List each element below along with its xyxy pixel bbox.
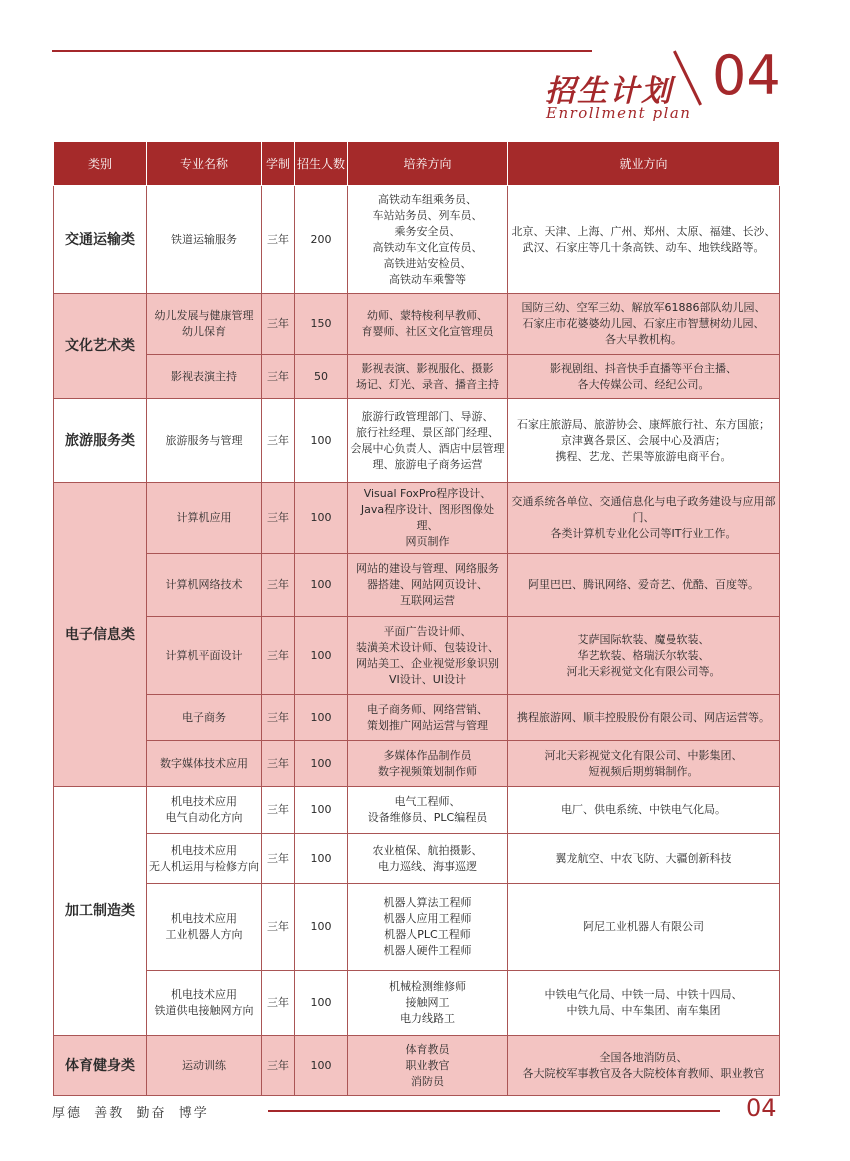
table-row [54, 399, 780, 483]
training-cell-line: 接触网工 [405, 996, 450, 1009]
major-cell [147, 355, 262, 399]
major-cell [147, 554, 262, 617]
header-category: 类别 [54, 142, 147, 186]
training-cell-line: 网站美工、企业视觉形象识别 [356, 656, 499, 670]
training-cell-line: 装潢美术设计师、包装设计、 [356, 640, 499, 654]
major-cell-line: 电子商务 [182, 710, 226, 724]
count-cell: 100 [295, 834, 348, 884]
count-cell: 100 [295, 483, 348, 554]
training-cell-line: 高铁动车组乘务员、 [378, 192, 477, 206]
training-cell-line: 设备维修员、PLC编程员 [367, 811, 488, 824]
jobs-cell [508, 971, 780, 1036]
school-motto: 厚德 善教 勤奋 博学 [52, 1106, 209, 1121]
table-row [54, 294, 780, 355]
jobs-cell [508, 483, 780, 554]
training-cell-line: 车站站务员、列车员、 [372, 208, 483, 222]
training-cell-line: 旅游行政管理部门、导游、 [361, 409, 494, 423]
header-years: 学制 [262, 142, 295, 186]
major-cell-line: 旅游服务与管理 [165, 433, 243, 447]
header-count: 招生人数 [295, 142, 348, 186]
category-cell: 旅游服务类 [54, 399, 147, 483]
jobs-cell-line: 石家庄市花婆婆幼儿园、石家庄市智慧树幼儿园、 [522, 317, 765, 330]
years-cell: 三年 [262, 787, 295, 834]
major-cell-line: 铁道运输服务 [171, 232, 237, 246]
section-number: 04 [712, 44, 781, 107]
header-jobs: 就业方向 [508, 142, 780, 186]
training-cell-line: Visual FoxPro程序设计、 [363, 487, 492, 500]
years-cell: 三年 [262, 695, 295, 741]
count-cell: 100 [295, 884, 348, 971]
training-cell-line: 多媒体作品制作员 [383, 748, 472, 762]
jobs-cell-line: 影视剧组、抖音快手直播等平台主播、 [550, 361, 737, 375]
table-row [54, 355, 780, 399]
jobs-cell-line: 艾萨国际软装、魔曼软装、 [577, 632, 710, 646]
training-cell [348, 787, 508, 834]
jobs-cell [508, 355, 780, 399]
count-cell: 50 [295, 355, 348, 399]
jobs-cell [508, 617, 780, 695]
page-subtitle: Enrollment plan [546, 104, 692, 122]
major-cell-line: 计算机平面设计 [165, 648, 243, 662]
table-row [54, 186, 780, 294]
training-cell-line: 策划推广网站运营与管理 [367, 718, 488, 732]
jobs-cell [508, 834, 780, 884]
training-cell-line: 消防员 [411, 1074, 444, 1088]
years-cell: 三年 [262, 741, 295, 787]
training-cell-line: 网页制作 [405, 535, 450, 548]
training-cell-line: 高铁动车文化宣传员、 [372, 240, 483, 254]
major-cell-line: 幼儿发展与健康管理 [154, 309, 254, 322]
training-cell-line: Java程序设计、图形图像处理、 [360, 503, 495, 532]
table-row [54, 695, 780, 741]
years-cell: 三年 [262, 186, 295, 294]
major-cell [147, 186, 262, 294]
count-cell: 100 [295, 1036, 348, 1096]
training-cell-line: 机器人算法工程师 [383, 896, 472, 909]
table-row [54, 834, 780, 884]
training-cell-line: 网站的建设与管理、网络服务 [356, 562, 499, 575]
jobs-cell-line: 各大传媒公司、经纪公司。 [577, 377, 710, 391]
header-training: 培养方向 [348, 142, 508, 186]
major-cell [147, 399, 262, 483]
count-cell: 100 [295, 554, 348, 617]
training-cell-line: 影视表演、影视服化、摄影 [361, 361, 494, 375]
jobs-cell-line: 携程旅游网、顺丰控股股份有限公司、网店运营等。 [517, 710, 770, 724]
count-cell: 150 [295, 294, 348, 355]
training-cell-line: 平面广告设计师、 [383, 624, 472, 638]
category-cell: 电子信息类 [54, 483, 147, 787]
count-cell: 100 [295, 741, 348, 787]
jobs-cell-line: 石家庄旅游局、旅游协会、康辉旅行社、东方国旅； [517, 417, 770, 431]
training-cell-line: 旅行社经理、景区部门经理、 [356, 425, 499, 439]
major-cell [147, 1036, 262, 1096]
jobs-cell-line: 携程、艺龙、芒果等旅游电商平台。 [555, 449, 732, 463]
training-cell-line: 电气工程师、 [394, 795, 461, 808]
table-row [54, 554, 780, 617]
major-cell [147, 617, 262, 695]
training-cell-line: 机械检测维修师 [389, 980, 466, 993]
jobs-cell-line: 中铁九局、中车集团、南车集团 [566, 1004, 721, 1017]
table-row [54, 617, 780, 695]
training-cell-line: 器搭建、网站网页设计、 [367, 578, 488, 591]
count-cell: 200 [295, 186, 348, 294]
count-cell: 100 [295, 399, 348, 483]
jobs-cell-line: 中铁电气化局、中铁一局、中铁十四局、 [544, 988, 743, 1001]
major-cell-line: 电气自动化方向 [165, 811, 243, 824]
top-divider [52, 50, 592, 52]
jobs-cell-line: 阿里巴巴、腾讯网络、爱奇艺、优酷、百度等。 [528, 578, 759, 591]
years-cell: 三年 [262, 884, 295, 971]
jobs-cell-line: 华艺软装、格瑞沃尔软装、 [577, 648, 710, 662]
count-cell: 100 [295, 971, 348, 1036]
training-cell [348, 741, 508, 787]
major-cell-line: 机电技术应用 [171, 912, 237, 925]
major-cell-line: 机电技术应用 [171, 843, 237, 857]
jobs-cell-line: 电厂、供电系统、中铁电气化局。 [561, 803, 726, 816]
training-cell [348, 483, 508, 554]
years-cell: 三年 [262, 399, 295, 483]
years-cell: 三年 [262, 554, 295, 617]
training-cell-line: 场记、灯光、录音、播音主持 [356, 377, 499, 391]
jobs-cell [508, 1036, 780, 1096]
major-cell-line: 机电技术应用 [171, 795, 237, 808]
table-row [54, 787, 780, 834]
major-cell [147, 294, 262, 355]
category-cell: 加工制造类 [54, 787, 147, 1036]
jobs-cell-line: 国防三幼、空军三幼、解放军61886部队幼儿园、 [521, 301, 766, 314]
major-cell [147, 741, 262, 787]
jobs-cell [508, 787, 780, 834]
training-cell [348, 884, 508, 971]
jobs-cell-line: 各大早教机构。 [605, 333, 682, 346]
years-cell: 三年 [262, 294, 295, 355]
category-cell: 体育健身类 [54, 1036, 147, 1096]
title-slash [673, 50, 702, 105]
table-header-row [54, 142, 780, 186]
major-cell [147, 884, 262, 971]
major-cell-line: 影视表演主持 [171, 369, 237, 383]
jobs-cell-line: 全国各地消防员、 [599, 1050, 688, 1064]
training-cell-line: 机器人应用工程师 [383, 912, 472, 925]
years-cell: 三年 [262, 971, 295, 1036]
category-cell: 交通运输类 [54, 186, 147, 294]
count-cell: 100 [295, 617, 348, 695]
jobs-cell-line: 京津冀各景区、会展中心及酒店； [561, 433, 726, 447]
major-cell-line: 计算机应用 [176, 511, 232, 524]
jobs-cell [508, 695, 780, 741]
training-cell-line: 高铁动车乘警等 [389, 272, 466, 286]
training-cell-line: 机器人硬件工程师 [383, 944, 472, 957]
jobs-cell [508, 186, 780, 294]
table-row [54, 741, 780, 787]
jobs-cell-line: 北京、天津、上海、广州、郑州、太原、福建、长沙、 [511, 224, 776, 238]
years-cell: 三年 [262, 483, 295, 554]
training-cell-line: VI设计、UI设计 [388, 672, 467, 686]
major-cell [147, 695, 262, 741]
training-cell [348, 1036, 508, 1096]
jobs-cell [508, 399, 780, 483]
training-cell-line: 会展中心负责人、酒店中层管理 [350, 441, 505, 455]
table-body [54, 186, 780, 1096]
training-cell [348, 554, 508, 617]
training-cell-line: 幼师、蒙特梭利早教师、 [367, 309, 488, 322]
training-cell-line: 互联网运营 [400, 594, 455, 607]
years-cell: 三年 [262, 617, 295, 695]
category-cell: 文化艺术类 [54, 294, 147, 399]
jobs-cell-line: 河北天彩视觉文化有限公司、中影集团、 [544, 748, 743, 762]
jobs-cell-line: 各大院校军事教官及各大院校体育教师、职业教官 [522, 1066, 765, 1080]
training-cell-line: 机器人PLC工程师 [384, 928, 471, 941]
footer-divider [268, 1110, 720, 1112]
count-cell: 100 [295, 695, 348, 741]
major-cell-line: 机电技术应用 [171, 988, 237, 1001]
training-cell-line: 职业教官 [405, 1058, 450, 1072]
years-cell: 三年 [262, 355, 295, 399]
jobs-cell [508, 741, 780, 787]
years-cell: 三年 [262, 1036, 295, 1096]
enrollment-table [53, 141, 780, 1096]
table-row [54, 483, 780, 554]
page-number: 04 [746, 1094, 777, 1122]
major-cell [147, 834, 262, 884]
training-cell-line: 高铁进站安检员、 [383, 256, 472, 270]
training-cell-line: 农业植保、航拍摄影、 [372, 843, 483, 857]
header-major: 专业名称 [147, 142, 262, 186]
training-cell-line: 育婴师、社区文化宣管理员 [361, 325, 494, 338]
jobs-cell-line: 翼龙航空、中农飞防、大疆创新科技 [555, 851, 732, 865]
major-cell-line: 幼儿保育 [182, 325, 226, 338]
training-cell [348, 355, 508, 399]
jobs-cell-line: 各类计算机专业化公司等IT行业工作。 [550, 527, 737, 540]
table-row [54, 1036, 780, 1096]
jobs-cell-line: 交通系统各单位、交通信息化与电子政务建设与应用部门、 [511, 495, 776, 524]
major-cell-line: 无人机运用与检修方向 [149, 859, 259, 873]
page-title: 招生计划 [545, 74, 673, 109]
training-cell [348, 617, 508, 695]
training-cell-line: 电力线路工 [400, 1012, 455, 1025]
count-cell: 100 [295, 787, 348, 834]
major-cell-line: 铁道供电接触网方向 [154, 1004, 254, 1017]
training-cell-line: 体育教员 [405, 1042, 450, 1056]
training-cell [348, 186, 508, 294]
major-cell [147, 971, 262, 1036]
major-cell-line: 计算机网络技术 [165, 578, 243, 591]
major-cell [147, 483, 262, 554]
major-cell [147, 787, 262, 834]
training-cell-line: 乘务安全员、 [394, 224, 461, 238]
major-cell-line: 数字媒体技术应用 [160, 756, 248, 770]
training-cell [348, 834, 508, 884]
years-cell: 三年 [262, 834, 295, 884]
jobs-cell-line: 武汉、石家庄等几十条高铁、动车、地铁线路等。 [522, 240, 765, 254]
major-cell-line: 运动训练 [182, 1058, 226, 1072]
training-cell [348, 294, 508, 355]
jobs-cell-line: 短视频后期剪辑制作。 [588, 764, 699, 778]
training-cell [348, 971, 508, 1036]
training-cell [348, 695, 508, 741]
training-cell-line: 电子商务师、网络营销、 [367, 702, 488, 716]
jobs-cell [508, 554, 780, 617]
jobs-cell-line: 阿尼工业机器人有限公司 [583, 920, 704, 933]
training-cell [348, 399, 508, 483]
major-cell-line: 工业机器人方向 [165, 928, 243, 941]
training-cell-line: 电力巡线、海事巡逻 [378, 859, 477, 873]
jobs-cell [508, 294, 780, 355]
training-cell-line: 数字视频策划制作师 [378, 764, 477, 778]
table-row [54, 884, 780, 971]
jobs-cell-line: 河北天彩视觉文化有限公司等。 [566, 664, 721, 678]
jobs-cell [508, 884, 780, 971]
training-cell-line: 理、旅游电子商务运营 [372, 457, 483, 471]
table-row [54, 971, 780, 1036]
